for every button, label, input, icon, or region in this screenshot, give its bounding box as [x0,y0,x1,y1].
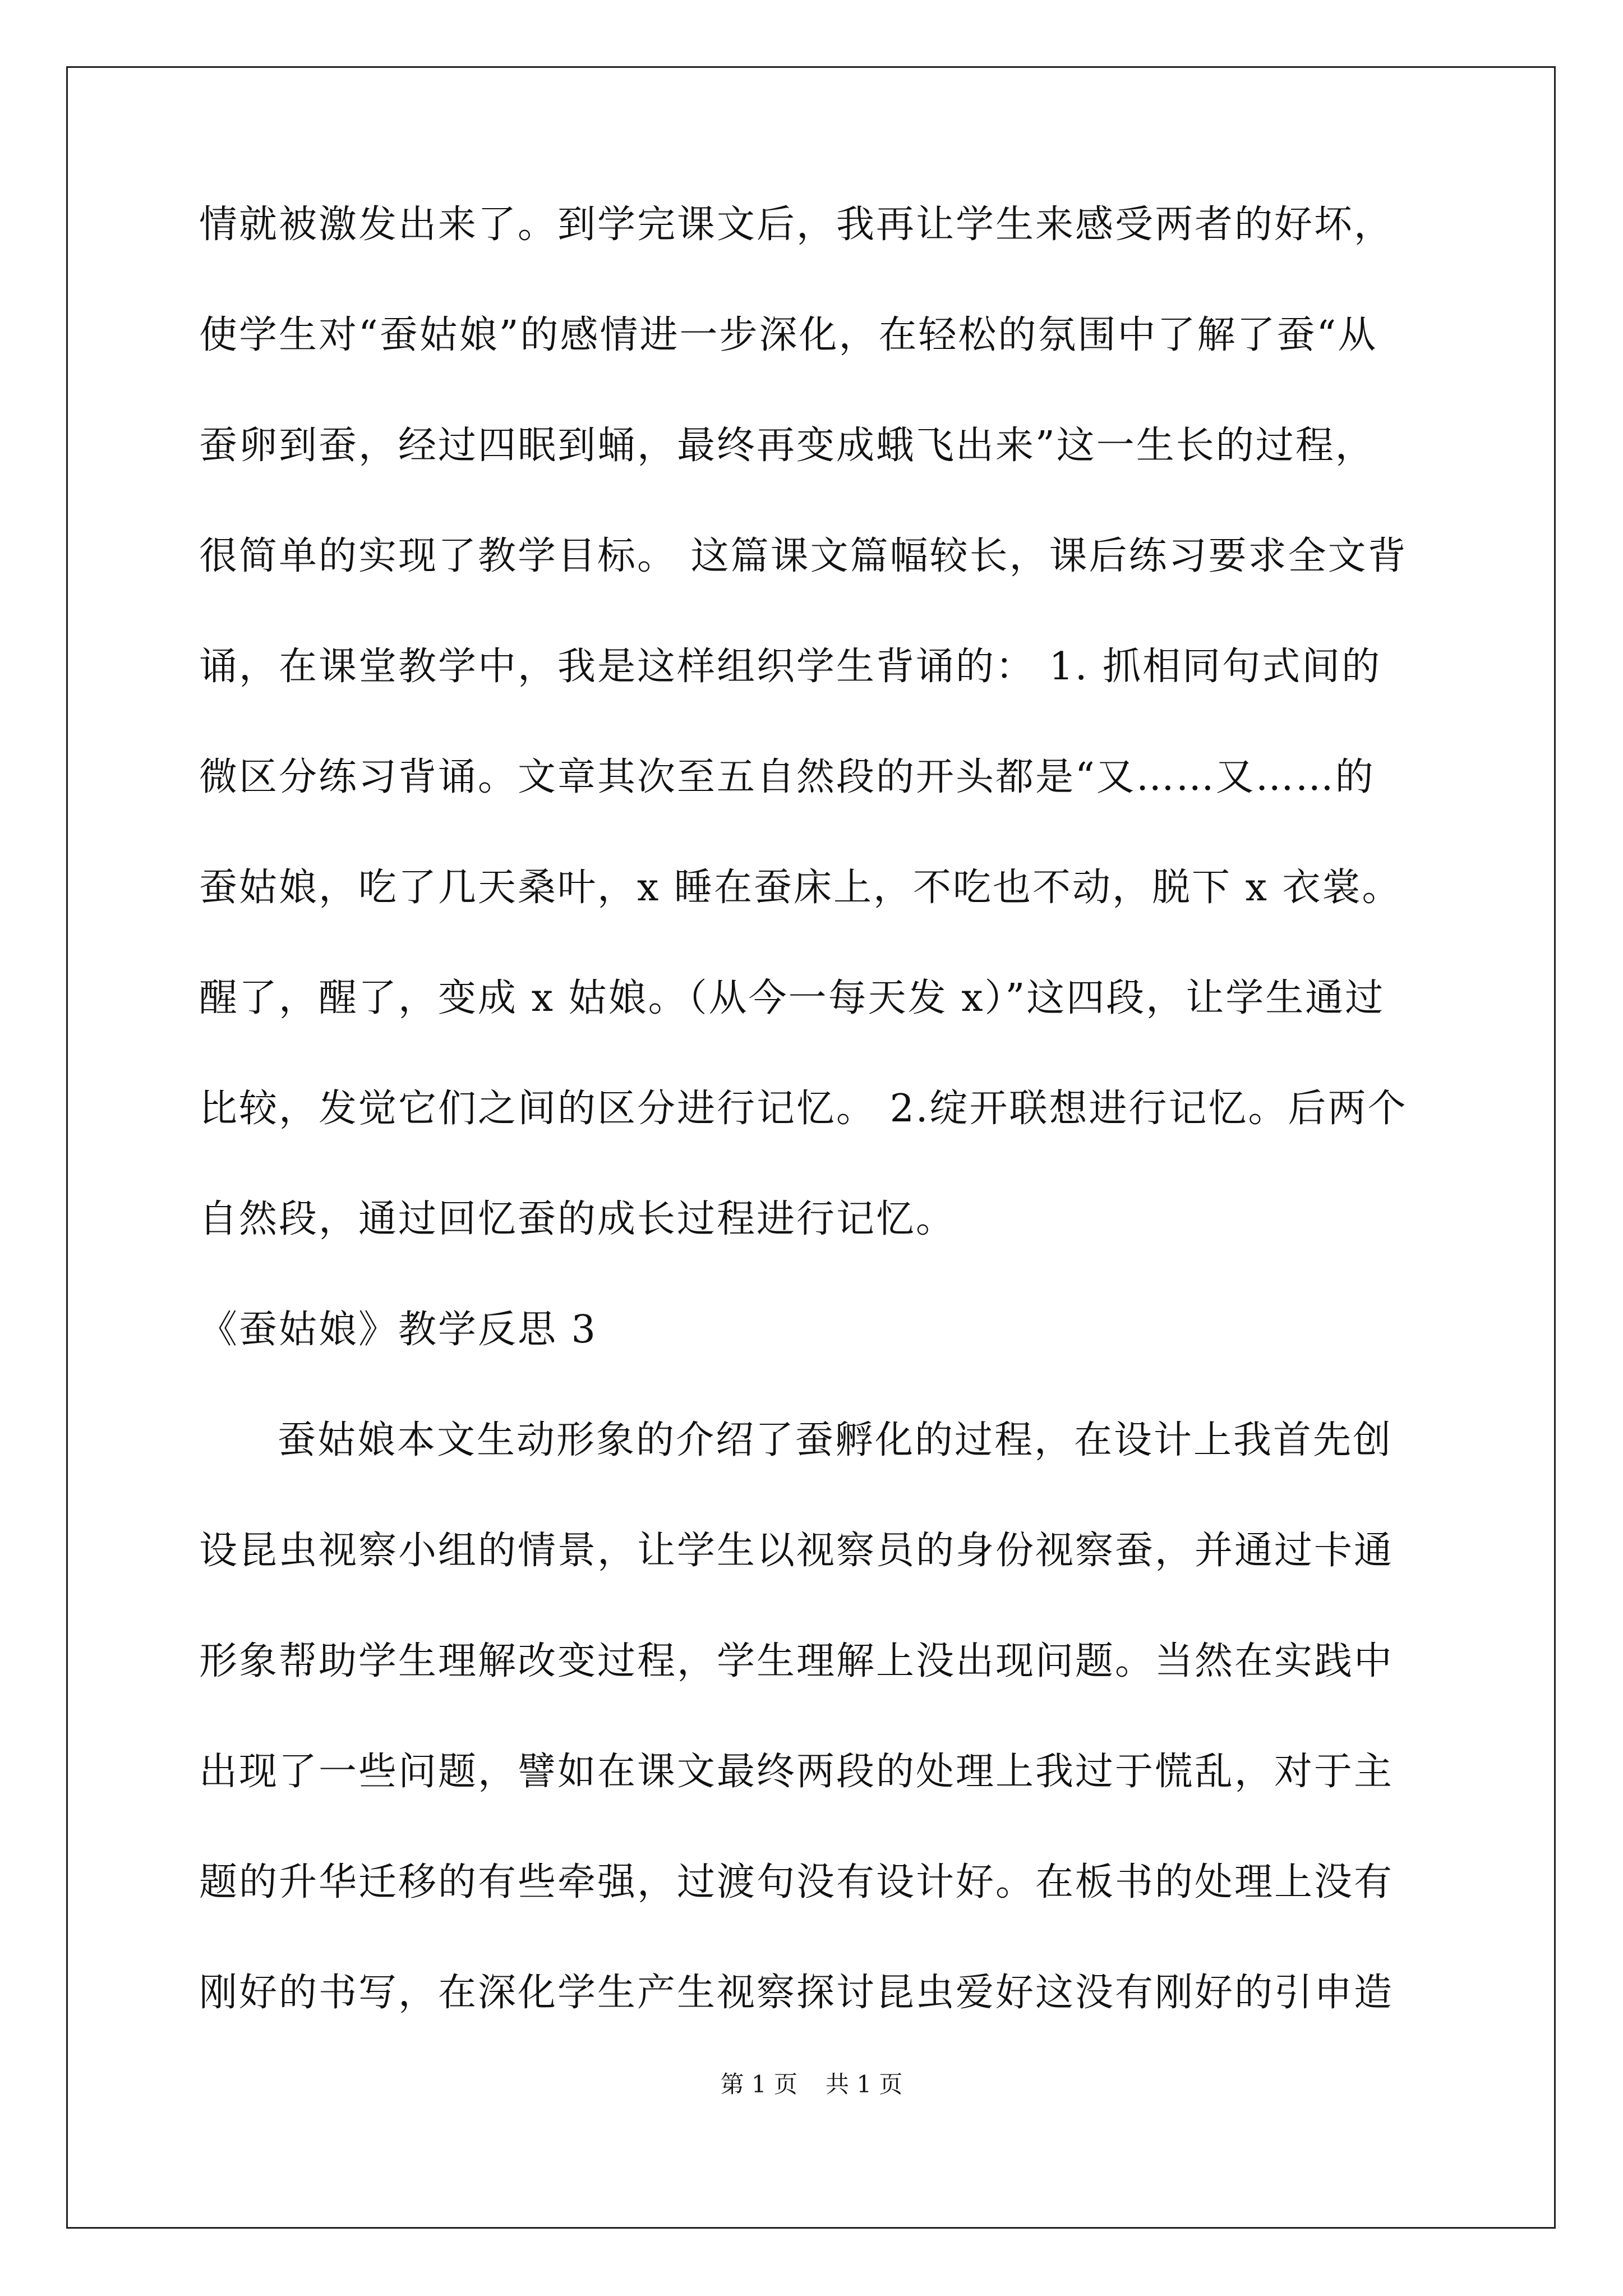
section-heading: 《蚕姑娘》教学反思 3 [199,1308,597,1352]
text-line: 蚕卵到蚕，经过四眠到蛹，最终再变成蛾飞出来”这一生长的过程， [199,424,1375,468]
text-line: 出现了一些问题，譬如在课文最终两段的处理上我过于慌乱，对于主 [199,1750,1394,1794]
text-line: 刚好的书写，在深化学生产生视察探讨昆虫爱好这没有刚好的引申造 [199,1971,1394,2015]
text-line: 很简单的实现了教学目标。 这篇课文篇幅较长，课后练习要求全文背 [199,534,1408,578]
text-line: 比较，发觉它们之间的区分进行记忆。 2.绽开联想进行记忆。后两个 [199,1087,1408,1131]
text-line: 题的升华迁移的有些牵强，过渡句没有设计好。在板书的处理上没有 [199,1860,1394,1904]
page-total: 共 1 页 [826,2070,903,2098]
text-line: 形象帮助学生理解改变过程，学生理解上没出现问题。当然在实践中 [199,1639,1394,1683]
text-line: 醒了，醒了，变成 x 姑娘。（从今一每天发 x）”这四段，让学生通过 [199,976,1385,1020]
page-number: 第 1 页 [720,2070,797,2098]
text-line: 设昆虫视察小组的情景，让学生以视察员的身份视察蚕，并通过卡通 [199,1529,1394,1573]
text-line: 蚕姑娘本文生动形象的介绍了蚕孵化的过程，在设计上我首先创 [278,1418,1393,1462]
text-line: 诵，在课堂教学中，我是这样组织学生背诵的： 1. 抓相同句式间的 [199,645,1382,689]
text-line: 微区分练习背诵。文章其次至五自然段的开头都是“又……又……的 [199,755,1375,799]
text-line: 使学生对“蚕姑娘”的感情进一步深化，在轻松的氛围中了解了蚕“从 [199,313,1378,357]
text-line: 情就被激发出来了。到学完课文后，我再让学生来感受两者的好坏， [199,203,1394,247]
page-footer [0,2069,1623,2100]
text-line: 蚕姑娘，吃了几天桑叶，x 睡在蚕床上，不吃也不动，脱下 x 衣裳。 [199,866,1402,910]
text-line: 自然段，通过回忆蚕的成长过程进行记忆。 [199,1197,956,1241]
